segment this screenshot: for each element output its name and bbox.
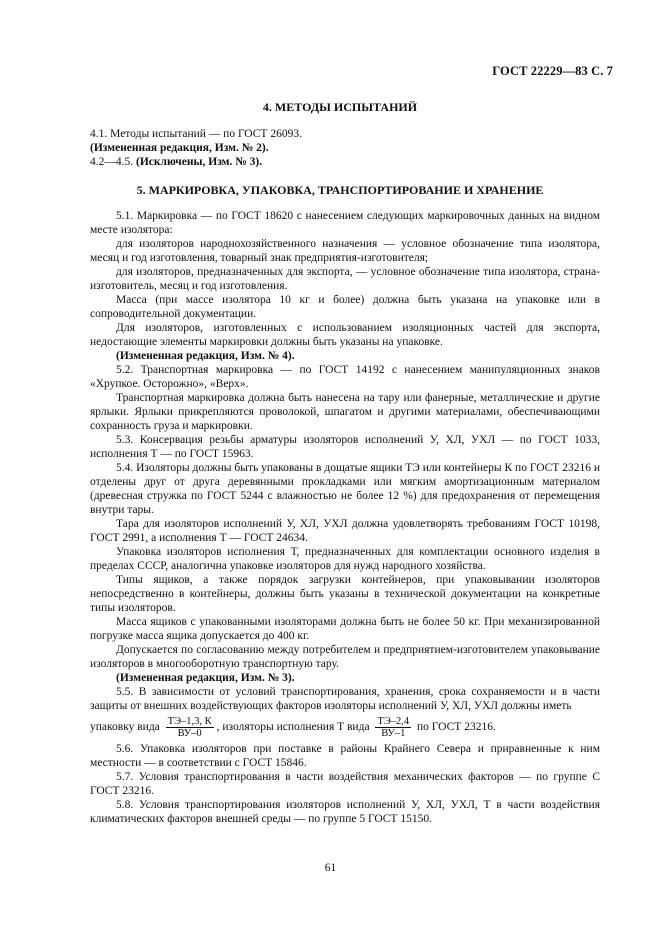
clause-5-5: 5.5. В зависимости от условий транспортирования, хранения, срока сохраняемости и в части защиты от внешних воздействующих факторов изоляторы исполнений У, ХЛ, УХЛ должны иметь [90, 686, 600, 712]
section-5-body [90, 209, 600, 826]
clause-5-2: 5.2. Транспортная маркировка — по ГОСТ 14192 с нанесением манипуляционных знаков «Хрупкое. Осторожно», «Верх». [90, 364, 600, 390]
clause-5-3: 5.3. Консервация резьбы арматуры изоляторов исполнений У, ХЛ, УХЛ — по ГОСТ 1033, исполнения Т — по ГОСТ 15963. [90, 434, 600, 460]
paragraph: для изоляторов, предназначенных для экспорта, — условное обозначение типа изолятора, страна-изготовитель, месяц и год изготовления. [90, 266, 600, 292]
paragraph: Транспортная маркировка должна быть нанесена на тару или фанерные, металлические и другие ярлыки. Ярлыки прикрепляются проволокой, шпагатом и другими материалами, обеспечивающими сохранность груза и маркировки. [90, 392, 600, 432]
amendment-note: (Измененная редакция, Изм. № 3). [116, 672, 295, 684]
paragraph: Упаковка изоляторов исполнения Т, предназначенных для комплектации основного изделия в пределах СССР, аналогична упаковке изоляторов для нужд народного хозяйства. [90, 546, 600, 572]
clause-5-7: 5.7. Условия транспортирования в части воздействия механических факторов — по группе С ГОСТ 23216. [90, 771, 600, 797]
paragraph: Типы ящиков, а также порядок загрузки контейнеров, при упаковывании изоляторов непосредственно в контейнеры, должны быть указаны в технической документации на конкретные типы изоляторов. [90, 574, 600, 614]
packaging-formula-line: упаковку вида $\frac{ТЭ-1,3, К}{ВУ-0}$ , изоляторы исполнения Т вида $\frac{ТЭ-2,4}{ВУ-1}$ по ГОСТ 23216. [90, 716, 496, 739]
amendment-note: (Измененная редакция, Изм. № 4). [116, 350, 295, 362]
packaging-fraction-1: $\frac{ТЭ-1,3, К}{ВУ-0}$ [167, 716, 212, 739]
paragraph: для изоляторов народнохозяйственного назначения — условное обозначение типа изолятора, месяц и год изготовления, товарный знак предприятия-изготовителя; [90, 238, 600, 264]
section-4-body [90, 127, 600, 169]
clause-4-1: 4.1. Методы испытаний — по ГОСТ 26093. [90, 128, 302, 140]
paragraph: Масса (при массе изолятора 10 кг и более) должна быть указана на упаковке или в сопроводительной документации. [90, 294, 600, 320]
paragraph: Масса ящиков с упакованными изоляторами должна быть не более 50 кг. При механизированной погрузке масса ящика допускается до 400 кг. [90, 616, 600, 642]
clause-5-8: 5.8. Условия транспортирования изоляторов исполнений У, ХЛ, УХЛ, Т в части воздействия климатических факторов внешней среды — по группе 5 ГОСТ 15150. [90, 799, 600, 825]
clause-5-4: 5.4. Изоляторы должны быть упакованы в дощатые ящики ТЭ или контейнеры К по ГОСТ 23216 и отделены друг от друга деревянными прокладками или мягким амортизационным материалом (древесная стружка по ГОСТ 5244 с влажностью не более 12 %) для предохранения от перемещения внутри тары. [90, 462, 600, 516]
paragraph: Для изоляторов, изготовленных с использованием изоляционных частей для экспорта, недостающие элементы маркировки должны быть указаны на упаковке. [90, 322, 600, 348]
clause-5-6: 5.6. Упаковка изоляторов при поставке в районы Крайнего Севера и приравненные к ним местности — в соответствии с ГОСТ 15846. [90, 743, 600, 769]
clause-5-1: 5.1. Маркировка — по ГОСТ 18620 с нанесением следующих маркировочных данных на видном месте изолятора: [90, 210, 600, 236]
section-4-title: 4. МЕТОДЫ ИСПЫТАНИЙ [262, 100, 418, 114]
paragraph: Допускается по согласованию между потребителем и предприятием-изготовителем упаковывание изоляторов в многооборотную транспортную тару. [90, 644, 600, 670]
clause-4-2-4-5: 4.2—4.5. (Исключены, Изм. № 3). [90, 156, 263, 168]
page-number: 61 [324, 862, 337, 874]
section-5-title: 5. МАРКИРОВКА, УПАКОВКА, ТРАНСПОРТИРОВАНИЕ И ХРАНЕНИЕ [136, 183, 544, 197]
amendment-note: (Измененная редакция, Изм. № 2). [90, 142, 269, 154]
packaging-fraction-2: $\frac{ТЭ-2,4}{ВУ-1}$ [377, 716, 410, 739]
standard-header: ГОСТ 22229—83 С. 7 [492, 64, 613, 78]
paragraph: Тара для изоляторов исполнений У, ХЛ, УХЛ должна удовлетворять требованиям ГОСТ 10198, ГОСТ 2991, а исполнения Т — ГОСТ 24634. [90, 518, 600, 544]
